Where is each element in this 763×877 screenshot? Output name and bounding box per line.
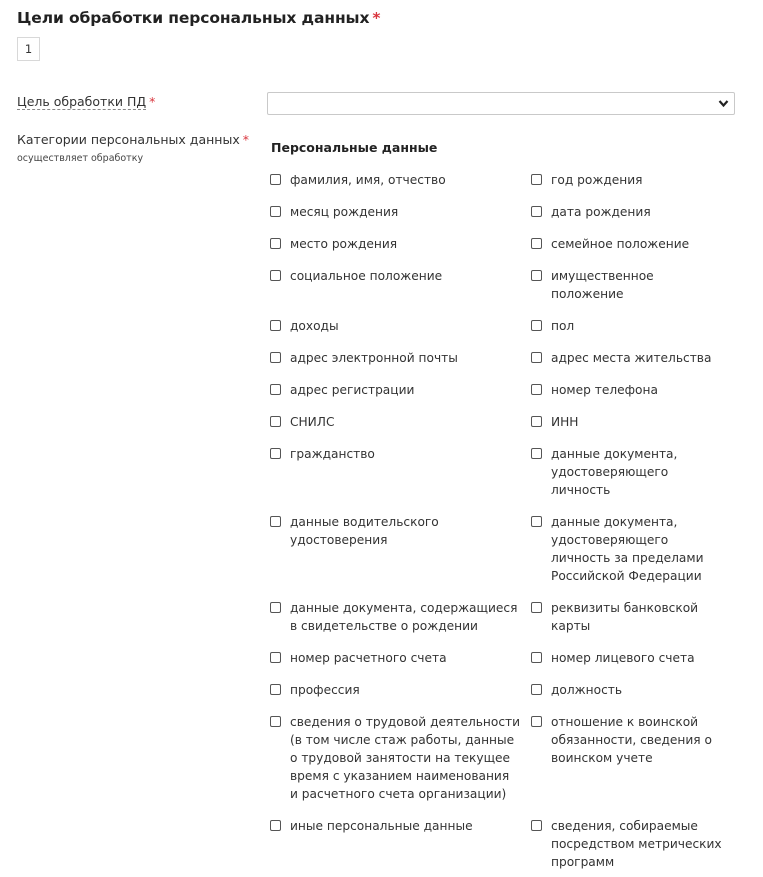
personal-data-heading: Персональные данные [271, 140, 438, 155]
option-label: сведения, собираемые посредством метрических программ [551, 819, 722, 869]
personal-data-option[interactable] [270, 599, 522, 635]
required-mark: * [242, 132, 249, 147]
option-label: данные водительского удостоверения [290, 515, 439, 547]
categories-sublabel: осуществляет обработку [17, 153, 144, 164]
option-checkbox[interactable] [531, 652, 542, 663]
section-title-text: Цели обработки персональных данных [17, 9, 370, 27]
option-label: адрес места жительства [551, 351, 712, 365]
personal-data-option[interactable] [270, 817, 522, 835]
option-label: гражданство [290, 447, 375, 461]
personal-data-option[interactable] [270, 445, 522, 463]
personal-data-option[interactable] [270, 413, 522, 431]
option-checkbox[interactable] [270, 206, 281, 217]
option-label: номер телефона [551, 383, 658, 397]
option-checkbox[interactable] [531, 416, 542, 427]
personal-data-option[interactable] [531, 817, 746, 871]
option-checkbox[interactable] [270, 384, 281, 395]
required-mark: * [372, 9, 381, 27]
option-checkbox[interactable] [531, 602, 542, 613]
option-checkbox[interactable] [531, 270, 542, 281]
personal-data-option[interactable] [531, 203, 746, 221]
option-checkbox[interactable] [531, 516, 542, 527]
option-checkbox[interactable] [531, 320, 542, 331]
personal-data-option[interactable] [531, 599, 746, 635]
option-checkbox[interactable] [270, 448, 281, 459]
personal-data-option[interactable] [270, 349, 522, 367]
option-checkbox[interactable] [531, 174, 542, 185]
option-label: месяц рождения [290, 205, 399, 219]
option-label: СНИЛС [290, 415, 335, 429]
option-checkbox[interactable] [531, 820, 542, 831]
option-checkbox[interactable] [531, 448, 542, 459]
option-checkbox[interactable] [270, 352, 281, 363]
option-label: доходы [290, 319, 339, 333]
personal-data-option[interactable] [531, 649, 746, 667]
option-checkbox[interactable] [270, 270, 281, 281]
personal-data-option[interactable] [270, 267, 522, 285]
personal-data-option[interactable] [270, 513, 522, 549]
personal-data-option[interactable] [531, 681, 746, 699]
purpose-index-badge: 1 [17, 37, 40, 61]
option-checkbox[interactable] [270, 716, 281, 727]
personal-data-option[interactable] [531, 317, 746, 335]
option-label: данные документа, удостоверяющего личность за пределами Российской Федерации [551, 515, 704, 583]
option-label: отношение к воинской обязанности, сведения о воинском учете [551, 715, 712, 765]
option-checkbox[interactable] [270, 602, 281, 613]
option-label: место рождения [290, 237, 398, 251]
option-checkbox[interactable] [531, 352, 542, 363]
purpose-label [17, 94, 155, 109]
personal-data-option[interactable] [270, 649, 522, 667]
option-label: социальное положение [290, 269, 443, 283]
option-label: данные документа, удостоверяющего личность [551, 447, 678, 497]
option-label: адрес регистрации [290, 383, 415, 397]
option-checkbox[interactable] [531, 238, 542, 249]
personal-data-option[interactable] [531, 445, 746, 499]
option-checkbox[interactable] [531, 384, 542, 395]
chevron-down-icon [718, 99, 729, 108]
categories-label [17, 132, 249, 147]
option-label: должность [551, 683, 623, 697]
personal-data-option[interactable] [531, 349, 746, 367]
option-checkbox[interactable] [531, 684, 542, 695]
option-label: имущественное положение [551, 269, 654, 301]
option-checkbox[interactable] [270, 238, 281, 249]
option-label: реквизиты банковской карты [551, 601, 699, 633]
categories-label-text: Категории персональных данных [17, 132, 240, 147]
option-label: ИНН [551, 415, 579, 429]
option-label: профессия [290, 683, 360, 697]
personal-data-option[interactable] [531, 235, 746, 253]
personal-data-option[interactable] [270, 381, 522, 399]
option-checkbox[interactable] [531, 206, 542, 217]
personal-data-option[interactable] [531, 513, 746, 585]
option-checkbox[interactable] [270, 320, 281, 331]
personal-data-option[interactable] [270, 171, 522, 189]
required-mark: * [149, 94, 156, 109]
option-checkbox[interactable] [531, 716, 542, 727]
personal-data-option[interactable] [270, 681, 522, 699]
personal-data-option[interactable] [531, 267, 746, 303]
option-checkbox[interactable] [270, 820, 281, 831]
personal-data-option[interactable] [531, 171, 746, 189]
option-checkbox[interactable] [270, 684, 281, 695]
option-label: номер лицевого счета [551, 651, 695, 665]
personal-data-option[interactable] [270, 713, 522, 803]
section-title [17, 9, 380, 27]
purpose-select[interactable] [267, 92, 735, 115]
option-checkbox[interactable] [270, 416, 281, 427]
option-label: дата рождения [551, 205, 651, 219]
option-label: семейное положение [551, 237, 690, 251]
option-label: пол [551, 319, 575, 333]
option-label: номер расчетного счета [290, 651, 447, 665]
personal-data-option[interactable] [531, 381, 746, 399]
personal-data-option[interactable] [270, 317, 522, 335]
option-checkbox[interactable] [270, 174, 281, 185]
option-checkbox[interactable] [270, 516, 281, 527]
option-label: сведения о трудовой деятельности (в том числе стаж работы, данные о трудовой занятости на текущее время с указанием наименования и расчетного счета организации) [290, 715, 521, 801]
purpose-label-text: Цель обработки ПД [17, 94, 147, 109]
option-checkbox[interactable] [270, 652, 281, 663]
option-label: иные персональные данные [290, 819, 473, 833]
option-label: адрес электронной почты [290, 351, 458, 365]
personal-data-option[interactable] [531, 413, 746, 431]
option-label: данные документа, содержащиеся в свидетельстве о рождении [290, 601, 518, 633]
personal-data-option[interactable] [531, 713, 746, 767]
personal-data-option[interactable] [270, 235, 522, 253]
personal-data-option[interactable] [270, 203, 522, 221]
option-label: год рождения [551, 173, 643, 187]
option-label: фамилия, имя, отчество [290, 173, 446, 187]
